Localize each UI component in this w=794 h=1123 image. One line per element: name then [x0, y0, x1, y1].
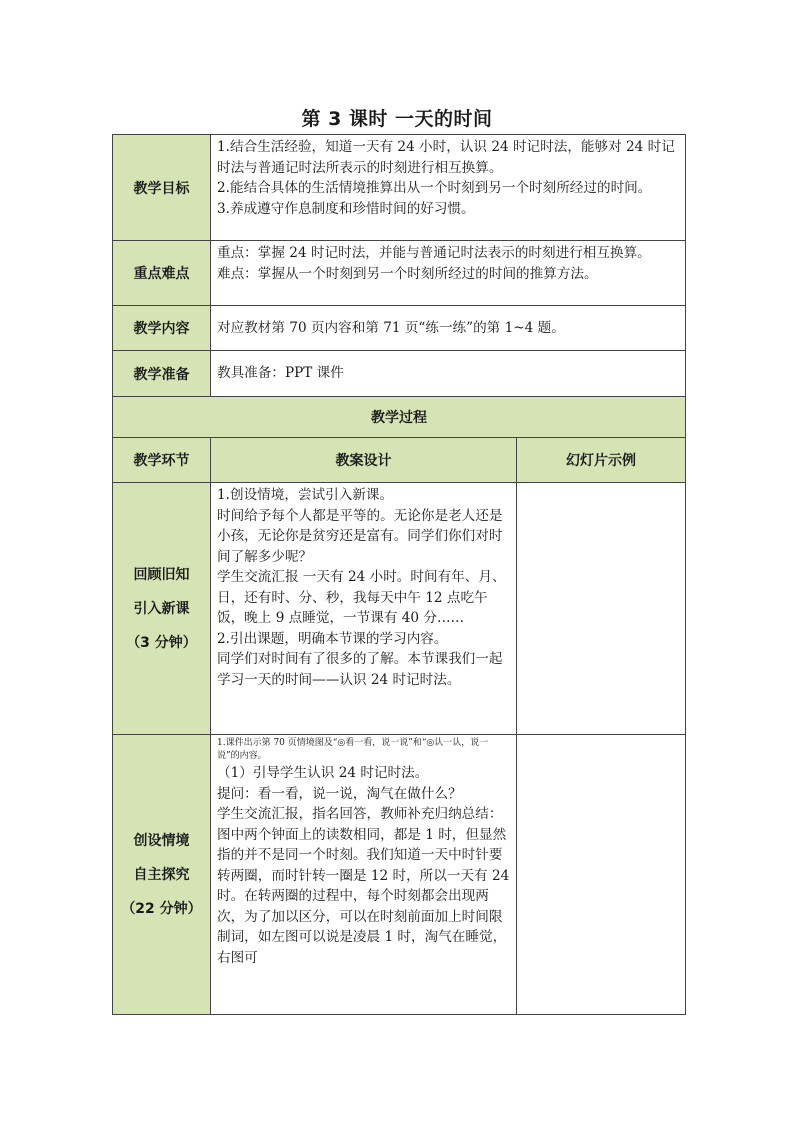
- objectives-row: [113, 135, 686, 241]
- stage-name: [113, 735, 211, 1015]
- design-line: 1.创设情境，尝试引入新课。: [217, 487, 394, 503]
- objectives-content: [211, 135, 686, 241]
- column-design: 教案设计: [211, 438, 517, 483]
- stage-row: [113, 483, 686, 735]
- design-line: 时间给予每个人都是平等的。无论你是老人还是小孩，无论你是贫穷还是富有。同学们你们对时间了解多少呢？: [217, 507, 503, 565]
- stage-design: [211, 483, 517, 735]
- design-line: 提问：看一看，说一说，淘气在做什么？: [217, 785, 462, 802]
- preparation-row: [113, 351, 686, 397]
- stage-name: [113, 483, 211, 735]
- content-text: 对应教材第 70 页内容和第 71 页“练一练”的第 1~4 题。: [211, 306, 686, 351]
- key-points-label: 重点难点: [113, 241, 211, 306]
- design-line: 同学们对时间有了很多的了解。本节课我们一起学习一天的时间——认识 24 时记时法。: [217, 651, 503, 688]
- slide-example-cell: [517, 735, 686, 1015]
- objective-item: 2.能结合具体的生活情境推算出从一个时刻到另一个时刻所经过的时间。: [217, 180, 652, 196]
- column-stage: 教学环节: [113, 438, 211, 483]
- process-columns-row: [113, 438, 686, 483]
- preparation-text: 教具准备：PPT 课件: [211, 351, 686, 397]
- key-points-content: [211, 241, 686, 306]
- stage-duration: （3 分钟）: [126, 634, 197, 651]
- key-points-row: [113, 241, 686, 306]
- stage-name-line: 创设情境: [133, 832, 190, 849]
- objectives-label: 教学目标: [113, 135, 211, 241]
- stage-name-line: 引入新课: [133, 600, 190, 617]
- page-title: 第 3 课时 一天的时间: [301, 108, 493, 130]
- objective-item: 3.养成遵守作息制度和珍惜时间的好习惯。: [217, 200, 475, 217]
- content-label: 教学内容: [113, 306, 211, 351]
- key-point-item: 重点：掌握 24 时记时法，并能与普通记时法表示的时刻进行相互换算。: [217, 245, 651, 261]
- process-heading-row: [113, 397, 686, 438]
- column-slides: 幻灯片示例: [517, 438, 686, 483]
- stage-name-line: 回顾旧知: [133, 566, 190, 583]
- stage-row: [113, 735, 686, 1015]
- stage-design: [211, 735, 517, 1015]
- stage-name-line: 自主探究: [133, 866, 190, 883]
- design-line: 图中两个钟面上的读数相同，都是 1 时，但显然指的并不是同一个时刻。我们知道一天中时针要转两圈，而时针转一圈是 12 时，所以一天有 24 时。在转两圈的过程中，每个时刻都会出现两次，为了加以区分，可以在时刻前面加上时间限制词，如左图可以说是凌晨 1 时，淘气在睡觉，右图可: [217, 826, 510, 966]
- process-heading: 教学过程: [113, 397, 686, 438]
- design-line: 学生交流汇报 一天有 24 小时。时间有年、月、日，还有时、分、秒，我每天中午 12 点吃午饭，晚上 9 点睡觉，一节课有 40 分……: [217, 569, 506, 626]
- objective-item: 1.结合生活经验，知道一天有 24 小时，认识 24 时记时法，能够对 24 时记时法与普通记时法所表示的时刻进行相互换算。: [217, 139, 675, 176]
- courseware-note: 1.课件出示第 70 页情境图及“◎看一看，说一说”和“◎认一认，说一说”的内容。: [217, 738, 489, 761]
- lesson-plan-table: [112, 134, 686, 1015]
- difficulty-item: 难点：掌握从一个时刻到另一个时刻所经过的时间的推算方法。: [217, 265, 598, 282]
- slide-example-cell: [517, 483, 686, 735]
- design-line: （1）引导学生认识 24 时记时法。: [217, 765, 429, 781]
- design-line: 2.引出课题，明确本节课的学习内容。: [217, 630, 448, 647]
- design-line: 学生交流汇报，指名回答，教师补充归纳总结：: [217, 806, 503, 822]
- preparation-label: 教学准备: [113, 351, 211, 397]
- stage-duration: （22 分钟）: [121, 900, 202, 917]
- content-row: [113, 306, 686, 351]
